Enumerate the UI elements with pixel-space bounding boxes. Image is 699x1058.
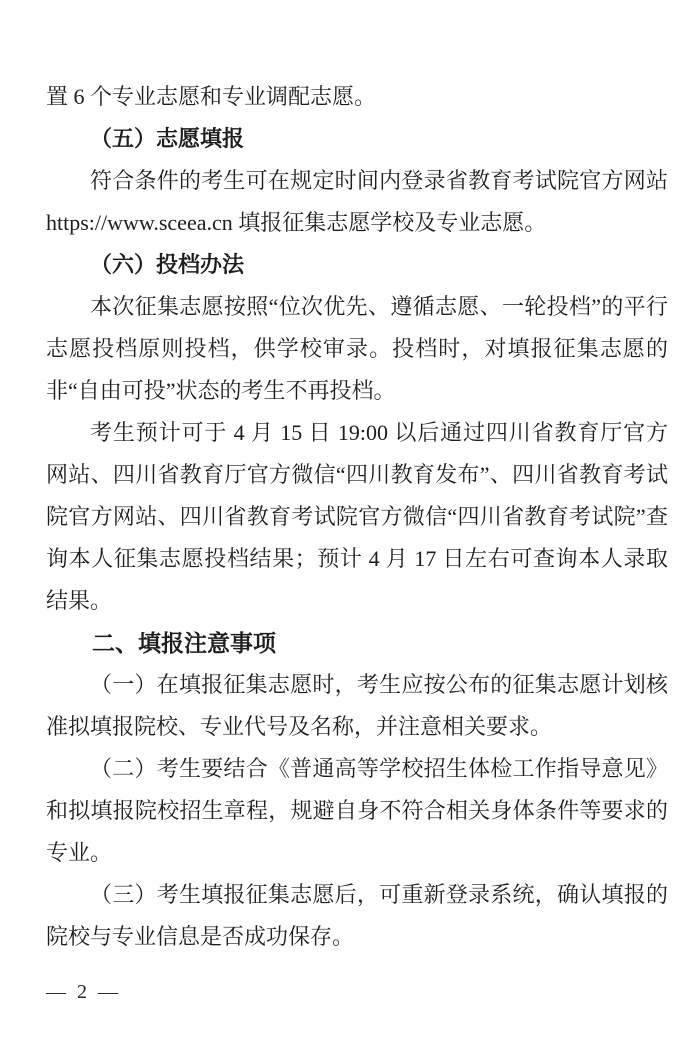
paragraph-note-1: （一）在填报征集志愿时，考生应按公布的征集志愿计划核准拟填报院校、专业代号及名称，并注意相关要求。 — [46, 672, 668, 739]
paragraph-continuation: 置 6 个专业志愿和专业调配志愿。 — [46, 84, 377, 109]
heading-section-6-filing-method: （六）投档办法 — [90, 252, 245, 277]
paragraph-result-query: 考生预计可于 4 月 15 日 19:00 以后通过四川省教育厅官方网站、四川省教育厅官方微信“四川教育发布”、四川省教育考试院官方网站、四川省教育考试院官方微信“四川省教育考试院”查询本人征集志愿投档结果；预计 4 月 17 日左右可查询本人录取结果。 — [46, 420, 668, 613]
paragraph-volunteer-filling: 符合条件的考生可在规定时间内登录省教育考试院官方网站 https://www.sceea.cn 填报征集志愿学校及专业志愿。 — [46, 168, 668, 235]
paragraph-note-3: （三）考生填报征集志愿后，可重新登录系统，确认填报的院校与专业信息是否成功保存。 — [46, 882, 668, 949]
heading-section-5-volunteer-filling: （五）志愿填报 — [90, 126, 245, 151]
paragraph-note-2: （二）考生要结合《普通高等学校招生体检工作指导意见》和拟填报院校招生章程，规避自身不符合相关身体条件等要求的专业。 — [46, 756, 668, 865]
page-content — [46, 76, 668, 958]
paragraph-filing-method: 本次征集志愿按照“位次优先、遵循志愿、一轮投档”的平行志愿投档原则投档，供学校审录。投档时，对填报征集志愿的非“自由可投”状态的考生不再投档。 — [46, 294, 668, 403]
heading-filling-notes: 二、填报注意事项 — [92, 630, 276, 656]
page-number: — 2 — — [46, 981, 121, 1003]
